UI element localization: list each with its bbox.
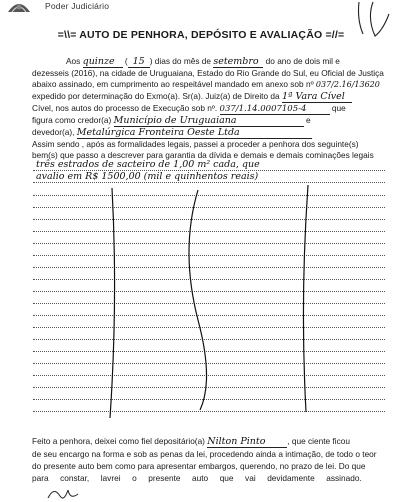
text-ciente: , que ciente ficou: [287, 436, 350, 446]
hw-court: 1ª Vara Cível: [282, 92, 352, 103]
hw-goods-description: três estrados de sacteiro de 1,00 m² cada, que: [36, 159, 260, 170]
footer-line-4: para constar, lavrei o presente auto que vai devidamente assinado.: [32, 473, 362, 483]
hw-valuation: avalio em R$ 1500,00 (mil e quinhentos reais): [36, 171, 259, 182]
formalities-line: Assim sendo , após as formalidades legais, passei a proceder a penhora dos seguinte(s): [32, 139, 359, 149]
hw-creditor: Município de Uruguaiana: [114, 116, 304, 127]
text-feito: Feito a penhora, deixei como fiel depositário(a): [32, 436, 205, 446]
hw-day-words: quinze: [83, 57, 123, 68]
footer-line-2: de seu encargo na forma e sob as penas da lei, procedendo ainda a intimação, de todo o teor: [32, 449, 377, 459]
city-line: dezesseis (2016), na cidade de Uruguaiana, Estado do Rio Grande do Sul, eu Oficial de Justiça: [32, 68, 384, 78]
document-title: =\\= AUTO DE PENHORA, DEPÓSITO E AVALIAÇÃO =//=: [57, 29, 345, 41]
text-paren-open: (: [124, 56, 128, 66]
hw-debtor: Metalúrgica Fronteira Oeste Ltda: [77, 128, 312, 139]
hw-mandate-number: 037/2.16/13620: [315, 80, 380, 89]
text-expedido: expedido por determinação do Exmo(a). Sr(a). Juiz(a) de Direito da: [32, 91, 280, 101]
institution-name: Poder Judiciário: [45, 1, 110, 11]
text-mandado: abaixo assinado, em cumprimento ao respeitável mandado em anexo sob nº: [32, 79, 314, 89]
bottom-signature: [44, 484, 104, 502]
goods-line: bem(s) que passo a descrever para garantia da dívida e demais e demais cominações legais: [32, 150, 374, 160]
footer-line-3: do presente auto bem como para apresentar embargos, querendo, no prazo de lei. Do que: [32, 461, 366, 471]
hw-depositary-name: Nilton Pinto: [207, 437, 287, 448]
hw-month: setembro: [213, 57, 263, 68]
text-aos: Aos: [66, 56, 81, 66]
depositary-line: [32, 436, 350, 448]
text-devedor: devedor(a),: [32, 127, 75, 137]
text-processo: Cível, nos autos do processo de Execução sob nº.: [32, 103, 218, 113]
hw-process-number: 037/1.14.0007105-4: [220, 104, 330, 115]
text-dias-mes: ) dias do mês de: [149, 56, 212, 66]
hw-day-number: 15: [128, 57, 150, 68]
text-credor: figura como credor(a): [32, 115, 112, 125]
text-ano: do ano de dois mil e: [265, 56, 340, 66]
text-que: que: [331, 103, 346, 113]
text-e: e: [305, 115, 311, 125]
